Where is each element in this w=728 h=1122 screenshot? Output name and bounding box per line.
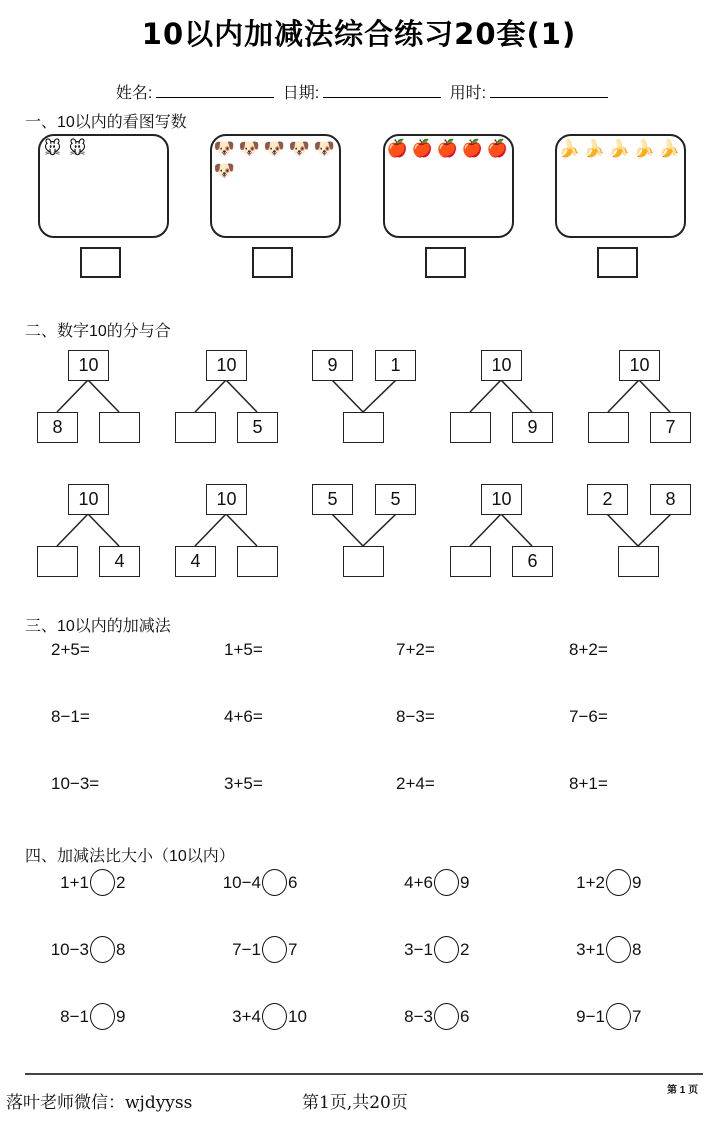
compare-right-value: 9	[116, 1006, 126, 1026]
compare-left-expr: 9−1	[576, 1006, 605, 1026]
equation[interactable]: 7+2=	[396, 640, 435, 659]
compare-right-value: 9	[460, 872, 470, 892]
compare-right-value: 10	[288, 1006, 307, 1026]
section4-heading: 四、加减法比大小（10以内）	[25, 848, 235, 865]
bond-right-box: 4	[99, 546, 140, 577]
apple-icon: 🍎	[486, 139, 509, 158]
compare-right-value: 8	[632, 939, 642, 959]
dog-icon: 🐶	[238, 139, 261, 158]
bond-left-box[interactable]	[588, 412, 629, 443]
compare-circle[interactable]	[90, 936, 115, 963]
compare-circle[interactable]	[606, 1003, 631, 1030]
comparison-item	[404, 1003, 469, 1030]
compare-circle[interactable]	[434, 869, 459, 896]
banana-icon: 🍌	[583, 139, 606, 158]
bond-right-box: 9	[512, 412, 553, 443]
answer-box[interactable]	[80, 247, 121, 278]
comparison-item	[232, 1003, 307, 1030]
dog-icon: 🐶	[213, 161, 236, 180]
bond-right-box: 7	[650, 412, 691, 443]
mouse-icon: 🐭	[43, 139, 62, 158]
comparison-item	[232, 936, 297, 963]
comparison-item	[576, 936, 641, 963]
date-field[interactable]	[323, 84, 441, 98]
compare-right-value: 9	[632, 872, 642, 892]
comparison-item	[51, 936, 126, 963]
equation[interactable]: 10−3=	[51, 774, 100, 793]
banana-icon: 🍌	[558, 139, 581, 158]
compare-circle[interactable]	[262, 936, 287, 963]
compare-left-expr: 3+1	[576, 939, 605, 959]
picture-box	[210, 134, 341, 238]
bond-left-box: 5	[312, 484, 353, 515]
compare-circle[interactable]	[434, 936, 459, 963]
page-title: 10以内加减法综合练习20套(1)	[141, 17, 577, 51]
bond-right-box: 5	[375, 484, 416, 515]
picture-box	[38, 134, 169, 238]
comparison-item	[60, 869, 125, 896]
bond-top-box: 10	[206, 350, 247, 381]
bond-top-box: 10	[206, 484, 247, 515]
compare-right-value: 6	[288, 872, 298, 892]
student-info-row	[0, 80, 728, 103]
compare-left-expr: 10−3	[50, 939, 89, 959]
picture-box	[555, 134, 686, 238]
answer-box[interactable]	[425, 247, 466, 278]
date-label: 日期:	[282, 85, 320, 102]
section2-heading: 二、数字10的分与合	[25, 323, 171, 340]
compare-left-expr: 7−1	[232, 939, 261, 959]
bond-top-box: 10	[481, 350, 522, 381]
compare-right-value: 6	[460, 1006, 470, 1026]
bond-right-box: 6	[512, 546, 553, 577]
name-field[interactable]	[156, 84, 274, 98]
name-label: 姓名:	[115, 85, 153, 102]
time-label: 用时:	[449, 85, 487, 102]
bond-top-box: 10	[68, 350, 109, 381]
comparison-item	[404, 869, 469, 896]
compare-circle[interactable]	[262, 869, 287, 896]
apple-icon: 🍎	[436, 139, 459, 158]
apple-icon: 🍎	[411, 139, 434, 158]
compare-left-expr: 4+6	[404, 872, 433, 892]
compare-circle[interactable]	[606, 936, 631, 963]
bond-right-box: 1	[375, 350, 416, 381]
compare-right-value: 8	[116, 939, 126, 959]
bond-bottom-box[interactable]	[618, 546, 659, 577]
banana-icon: 🍌	[633, 139, 656, 158]
comparison-item	[576, 869, 641, 896]
answer-box[interactable]	[252, 247, 293, 278]
picture-box	[383, 134, 514, 238]
equation[interactable]: 3+5=	[224, 774, 263, 793]
bond-right-box: 8	[650, 484, 691, 515]
equation[interactable]: 1+5=	[224, 640, 263, 659]
banana-icon: 🍌	[608, 139, 631, 158]
equation[interactable]: 8−3=	[396, 707, 435, 726]
comparison-item	[223, 869, 298, 896]
compare-left-expr: 8−1	[60, 1006, 89, 1026]
dog-icon: 🐶	[313, 139, 336, 158]
dog-icon: 🐶	[288, 139, 311, 158]
apple-icon: 🍎	[386, 139, 409, 158]
footer-page-corner: 第 1 页	[667, 1085, 699, 1096]
section1-heading: 一、10以内的看图写数	[25, 114, 187, 131]
compare-circle[interactable]	[606, 869, 631, 896]
bond-left-box: 9	[312, 350, 353, 381]
bond-left-box: 8	[37, 412, 78, 443]
compare-left-expr: 3+4	[232, 1006, 261, 1026]
footer-teacher-contact: 落叶老师微信：wjdyyss	[6, 1093, 193, 1113]
comparison-item	[404, 936, 469, 963]
compare-right-value: 2	[116, 872, 126, 892]
time-field[interactable]	[490, 84, 608, 98]
compare-left-expr: 3−1	[404, 939, 433, 959]
compare-right-value: 7	[632, 1006, 642, 1026]
mouse-icon: 🐭	[68, 139, 87, 158]
bond-top-box: 10	[619, 350, 660, 381]
compare-circle[interactable]	[434, 1003, 459, 1030]
bond-left-box: 4	[175, 546, 216, 577]
compare-circle[interactable]	[262, 1003, 287, 1030]
compare-left-expr: 8−3	[404, 1006, 433, 1026]
section3-heading: 三、10以内的加减法	[25, 618, 171, 635]
compare-right-value: 7	[288, 939, 298, 959]
equation[interactable]: 8+1=	[569, 774, 608, 793]
compare-left-expr: 1+2	[576, 872, 605, 892]
bond-top-box: 10	[481, 484, 522, 515]
comparison-item	[60, 1003, 125, 1030]
compare-right-value: 2	[460, 939, 470, 959]
equation[interactable]: 8−1=	[51, 707, 90, 726]
footer-page-info: 第1页,共20页	[302, 1093, 408, 1113]
comparison-item	[576, 1003, 641, 1030]
equation[interactable]: 4+6=	[224, 707, 263, 726]
compare-left-expr: 1+1	[60, 872, 89, 892]
bond-top-box: 10	[68, 484, 109, 515]
compare-circle[interactable]	[90, 1003, 115, 1030]
footer-divider	[25, 1073, 703, 1075]
compare-circle[interactable]	[90, 869, 115, 896]
dog-icon: 🐶	[213, 139, 236, 158]
bond-left-box: 2	[587, 484, 628, 515]
banana-icon: 🍌	[658, 139, 681, 158]
compare-left-expr: 10−4	[222, 872, 261, 892]
equation[interactable]: 7−6=	[569, 707, 608, 726]
equation[interactable]: 8+2=	[569, 640, 608, 659]
equation[interactable]: 2+4=	[396, 774, 435, 793]
bond-right-box: 5	[237, 412, 278, 443]
equation[interactable]: 2+5=	[51, 640, 90, 659]
apple-icon: 🍎	[461, 139, 484, 158]
answer-box[interactable]	[597, 247, 638, 278]
dog-icon: 🐶	[263, 139, 286, 158]
